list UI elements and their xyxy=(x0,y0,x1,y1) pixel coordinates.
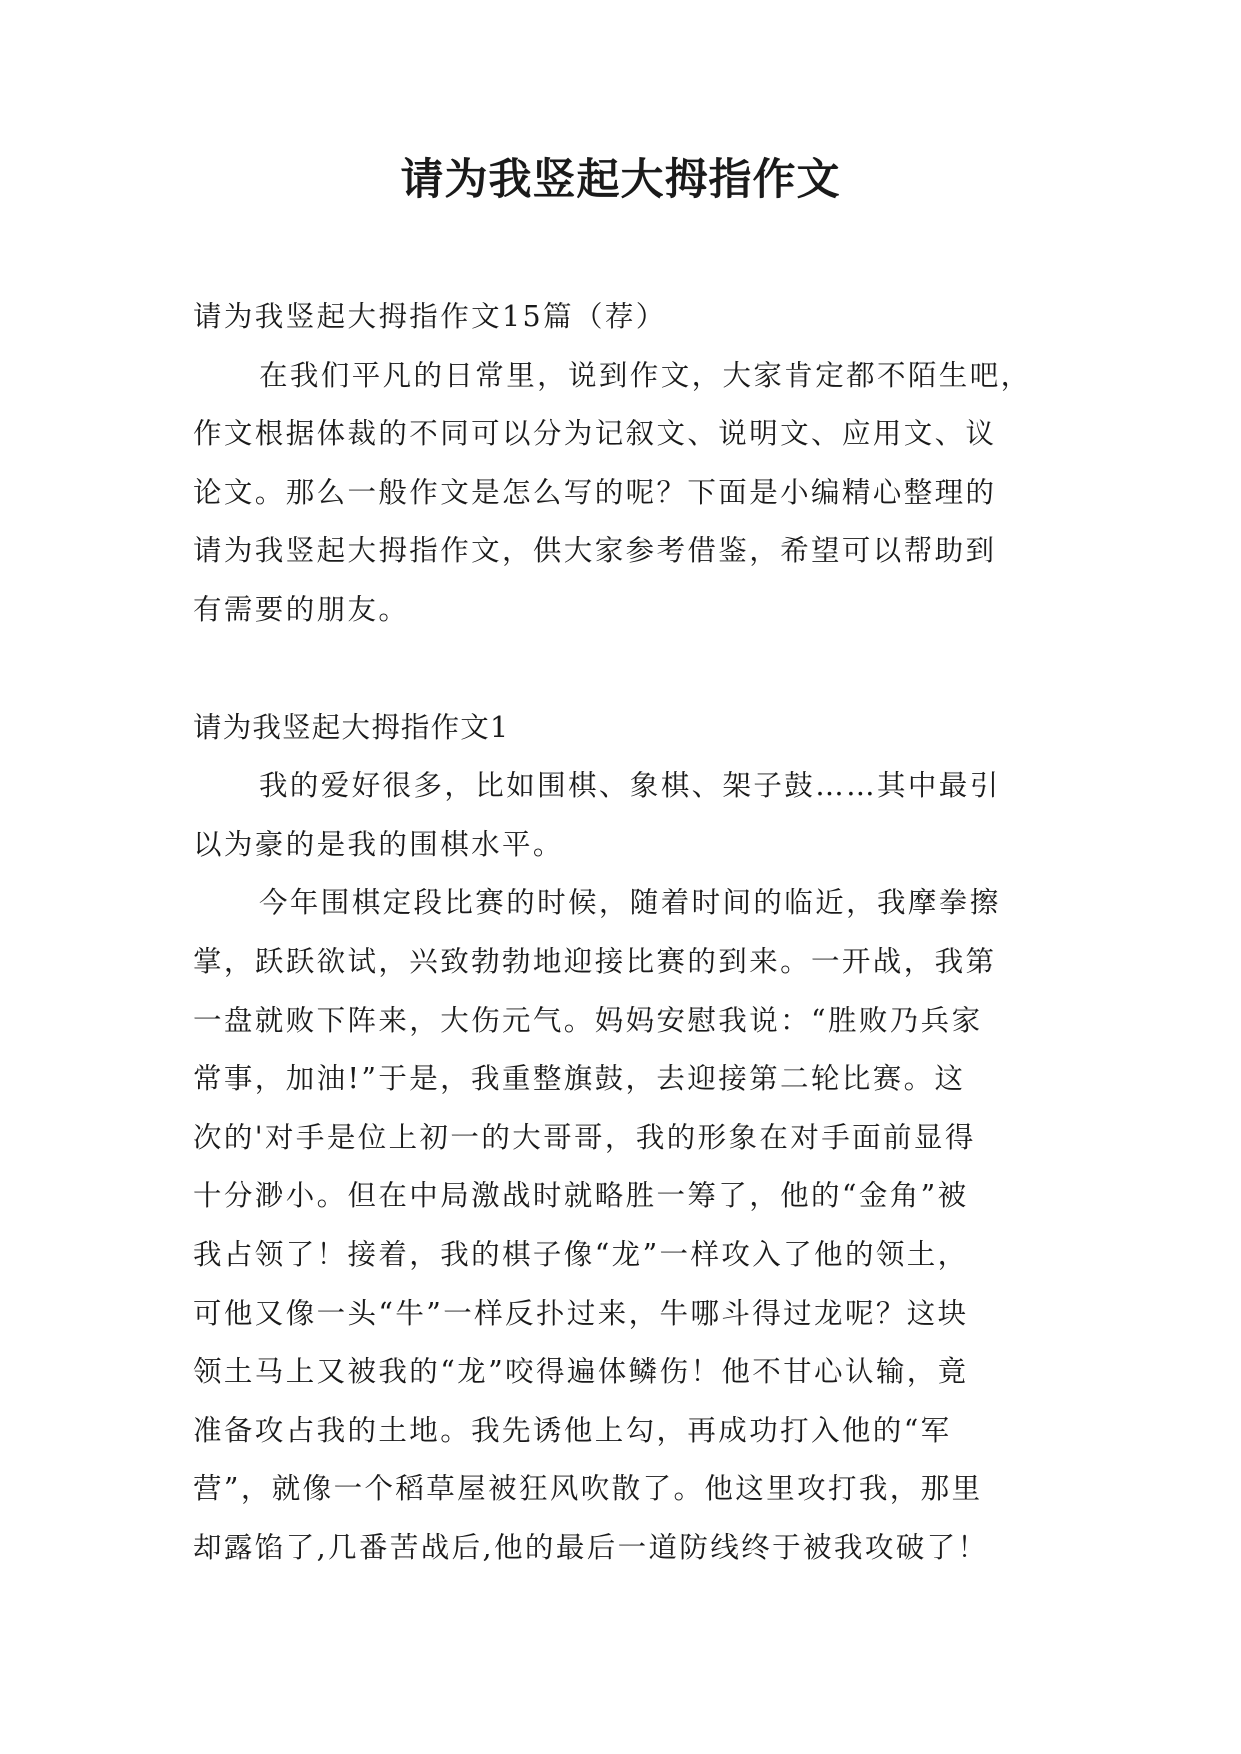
body-line: 却露馅了,几番苦战后,他的最后一道防线终于被我攻破了！ xyxy=(193,1530,989,1564)
intro-line: 在我们平凡的日常里，说到作文，大家肯定都不陌生吧， xyxy=(259,358,1032,392)
document-title: 请为我竖起大拇指作文 xyxy=(400,155,841,205)
body-line: 掌，跃跃欲试，兴致勃勃地迎接比赛的到来。一开战，我第 xyxy=(193,944,997,978)
intro-line: 作文根据体裁的不同可以分为记叙文、说明文、应用文、议 xyxy=(193,417,997,451)
body-line: 我占领了！接着，我的棋子像“龙”一样攻入了他的领土， xyxy=(193,1237,969,1271)
body-line: 领土马上又被我的“龙”咬得遍体鳞伤！他不甘心认输，竟 xyxy=(193,1355,969,1389)
subtitle: 请为我竖起大拇指作文15篇（荐） xyxy=(193,300,667,333)
body-line: 可他又像一头“牛”一样反扑过来，牛哪斗得过龙呢？这块 xyxy=(193,1296,969,1330)
body-line: 准备攻占我的土地。我先诱他上勾，再成功打入他的“军 xyxy=(193,1413,952,1447)
body-line: 营”，就像一个稻草屋被狂风吹散了。他这里攻打我，那里 xyxy=(193,1472,983,1506)
body-line: 今年围棋定段比赛的时候，随着时间的临近，我摩拳擦 xyxy=(259,886,1001,920)
intro-line: 请为我竖起大拇指作文，供大家参考借鉴，希望可以帮助到 xyxy=(193,534,997,568)
body-line: 一盘就败下阵来，大伤元气。妈妈安慰我说：“胜败乃兵家 xyxy=(193,1003,983,1037)
body-line: 十分渺小。但在中局激战时就略胜一筹了，他的“金角”被 xyxy=(193,1179,969,1213)
body-line: 常事，加油!”于是，我重整旗鼓，去迎接第二轮比赛。这 xyxy=(193,1062,966,1096)
body-line: 次的'对手是位上初一的大哥哥，我的形象在对手面前显得 xyxy=(193,1120,976,1154)
section-paragraph-2 xyxy=(193,874,1053,1577)
intro-line: 有需要的朋友。 xyxy=(193,592,410,626)
body-line: 我的爱好很多，比如围棋、象棋、架子鼓……其中最引 xyxy=(259,769,1001,803)
body-line: 以为豪的是我的围棋水平。 xyxy=(193,827,564,861)
intro-line: 论文。那么一般作文是怎么写的呢？下面是小编精心整理的 xyxy=(193,475,997,509)
section-paragraph-1 xyxy=(193,757,1053,874)
intro-paragraph xyxy=(193,347,1053,640)
document-body xyxy=(193,288,1053,1577)
paragraph-gap xyxy=(193,640,1053,699)
section-heading: 请为我竖起大拇指作文1 xyxy=(193,710,510,744)
